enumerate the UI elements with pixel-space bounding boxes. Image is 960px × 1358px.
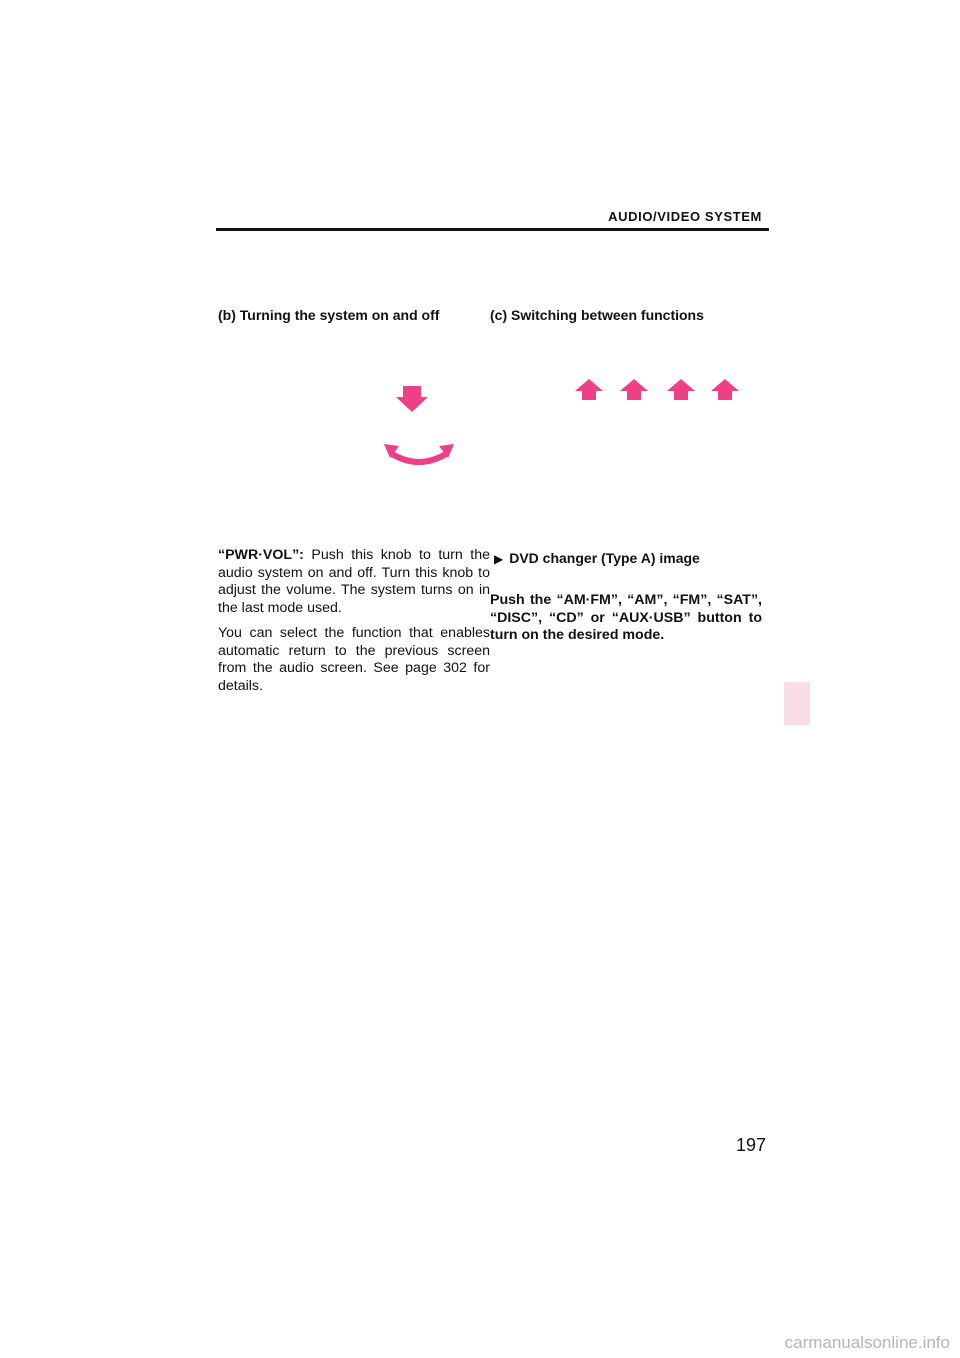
section-title: AUDIO/VIDEO SYSTEM xyxy=(608,209,762,224)
pwr-vol-term: “PWR·VOL”: xyxy=(218,547,304,563)
up-arrow-icon xyxy=(667,379,695,400)
heading-switching-functions: (c) Switching between functions xyxy=(490,307,704,323)
header-rule xyxy=(216,228,769,231)
section-tab xyxy=(784,682,810,725)
push-arrow-icon xyxy=(396,386,428,412)
heading-turning-on-off: (b) Turning the system on and off xyxy=(218,307,440,323)
mode-instruction: Push the “AM·FM”, “AM”, “FM”, “SAT”, “DISC”, “CD” or “AUX·USB” button to turn on the desired mode. xyxy=(490,592,762,643)
up-arrow-icon xyxy=(620,379,648,400)
figure-caption xyxy=(494,550,700,566)
page-number: 197 xyxy=(735,1135,766,1155)
pwr-vol-text: Push this knob to turn the audio system on and off. Turn this knob to adjust the volume. The system turns on in the last mode used. xyxy=(218,547,490,616)
rotate-arrow-icon xyxy=(384,440,454,470)
up-arrow-icon xyxy=(575,379,603,400)
up-arrow-icon xyxy=(711,379,739,400)
caption-marker-icon: ▶ xyxy=(494,552,504,566)
caption-text: DVD changer (Type A) image xyxy=(509,550,700,566)
auto-return-paragraph: You can select the function that enables automatic return to the previous screen from the audio screen. See page 302 for details. xyxy=(218,625,490,694)
watermark: carmanualsonline.info xyxy=(784,1333,950,1352)
pwr-vol-description xyxy=(218,547,490,617)
